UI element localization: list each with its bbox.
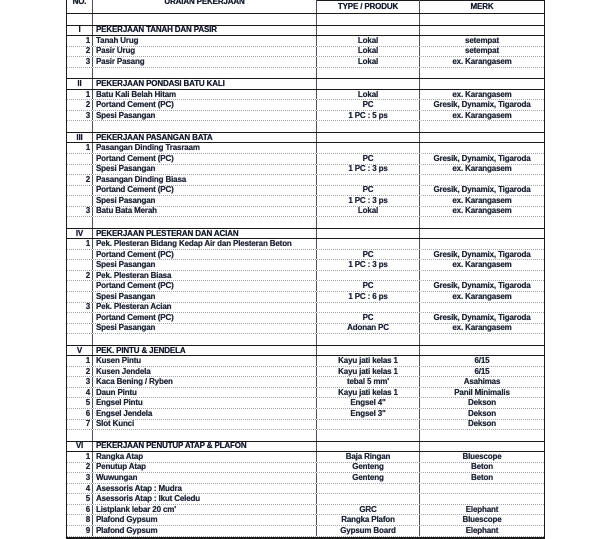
table-row [67, 388, 544, 399]
cell-merk: ex. Karangasem [452, 196, 512, 205]
column-header-type [317, 0, 420, 13]
cell-no: 2 [67, 100, 93, 110]
cell-type [317, 303, 420, 313]
section-title: PEKERJAAN TANAH DAN PASIR [93, 26, 317, 36]
cell-uraian: Rangka Atap [93, 452, 317, 462]
table-row [67, 165, 544, 176]
cell-no: 2 [67, 47, 93, 57]
cell-type: Lokal [317, 47, 420, 57]
cell-merk: ex. Karangasem [452, 292, 512, 301]
spacer-cell-type [317, 68, 420, 79]
section-merk-cell [420, 133, 544, 143]
cell-type: Kayu jati kelas 1 [317, 356, 420, 366]
spacer-cell-merk [420, 217, 544, 228]
table-row [67, 398, 544, 409]
cell-uraian: Pasir Urug [93, 47, 317, 57]
cell-uraian: Batu Kali Belah Hitam [93, 90, 317, 100]
cell-no: 1 [67, 36, 93, 46]
column-header-merk [420, 0, 544, 13]
table-row [67, 324, 544, 335]
cell-type [317, 271, 420, 281]
cell-type: PC [317, 186, 420, 196]
table-row [67, 271, 544, 282]
cell-type: Genteng [317, 473, 420, 483]
cell-uraian: Engsel Jendela [93, 409, 317, 419]
specification-table [66, 0, 545, 539]
cell-no: 4 [67, 388, 93, 398]
cell-uraian: Spesi Pasangan [93, 260, 317, 270]
cell-uraian: Pek. Plesteran Acian [93, 303, 317, 313]
cell-type [317, 484, 420, 494]
spacer-cell-no [67, 121, 93, 132]
cell-merk: Elephant [465, 504, 499, 514]
cell-uraian: Plafond Gypsum [93, 526, 317, 536]
cell-uraian: Spesi Pasangan [93, 292, 317, 302]
cell-merk: Bluescope [462, 452, 502, 461]
cell-uraian: Spesi Pasangan [93, 111, 317, 121]
cell-uraian: Spesi Pasangan [93, 165, 317, 175]
spacer-cell-merk [420, 68, 544, 79]
cell-uraian: Daun Pintu [93, 388, 317, 398]
spacer-row [67, 430, 544, 441]
table-row [67, 452, 544, 463]
cell-merk [420, 484, 544, 494]
cell-merk [420, 143, 544, 153]
cell-no: 3 [67, 377, 93, 387]
spacer-cell-no [67, 68, 93, 79]
cell-type: Engsel 4" [317, 398, 420, 408]
spacer-cell-no [67, 14, 93, 25]
cell-no [67, 281, 93, 291]
cell-no [67, 292, 93, 302]
section-type-cell [317, 133, 420, 143]
cell-type: Genteng [317, 463, 420, 473]
cell-merk: Asahimas [463, 377, 501, 387]
cell-type: 1 PC : 3 ps [317, 260, 420, 270]
cell-type: PC [317, 250, 420, 260]
cell-no: 2 [67, 271, 93, 281]
table-row [67, 292, 544, 303]
cell-merk: Gresik, Dynamix, Tigaroda [433, 281, 531, 291]
cell-type: Rangka Plafon [317, 515, 420, 525]
section-type-cell [317, 442, 420, 452]
cell-uraian: Plafond Gypsum [93, 515, 317, 525]
section-number: IV [67, 229, 93, 239]
spacer-cell-type [317, 334, 420, 345]
section-merk-cell [420, 79, 544, 89]
cell-uraian: Pek. Plesteran Biasa [93, 271, 317, 281]
cell-no: 1 [67, 356, 93, 366]
cell-merk: 6/15 [474, 356, 490, 366]
spacer-row [67, 217, 544, 228]
cell-no [67, 313, 93, 323]
cell-type: 1 PC : 6 ps [317, 292, 420, 302]
cell-no: 3 [67, 207, 93, 217]
cell-merk: Bluescope [462, 515, 502, 525]
cell-merk: setempat [465, 36, 499, 45]
table-row [67, 239, 544, 250]
section-merk-cell [420, 346, 544, 356]
section-number: VI [67, 442, 93, 452]
cell-no: 3 [67, 111, 93, 121]
table-row [67, 505, 544, 516]
cell-no: 5 [67, 494, 93, 504]
cell-no: 3 [67, 57, 93, 67]
cell-type [317, 143, 420, 153]
cell-merk: ex. Karangasem [452, 260, 512, 270]
spacer-cell-no [67, 334, 93, 345]
cell-type [317, 494, 420, 504]
cell-uraian: Pek. Plesteran Bidang Kedap Air dan Plesteran Beton [93, 239, 317, 249]
cell-merk: Beton [471, 473, 493, 482]
cell-type: Baja Ringan [317, 452, 420, 462]
table-row [67, 250, 544, 261]
cell-merk: setempat [465, 46, 499, 56]
table-row [67, 420, 544, 431]
cell-no: 2 [67, 367, 93, 377]
cell-no [67, 165, 93, 175]
cell-uraian: Kaca Bening / Ryben [93, 377, 317, 387]
cell-merk: Elephant [465, 525, 499, 535]
table-row [67, 260, 544, 271]
cell-uraian: Pasangan Dinding Trasraam [93, 143, 317, 153]
spacer-row [67, 68, 544, 79]
cell-uraian: Portand Cement (PC) [93, 281, 317, 291]
table-row [67, 207, 544, 218]
cell-type: PC [317, 313, 420, 323]
table-row [67, 47, 544, 58]
section-merk-cell [420, 229, 544, 239]
cell-type: 1 PC : 3 ps [317, 165, 420, 175]
cell-merk: Panil Minimalis [454, 387, 510, 397]
cell-merk: Gresik, Dynamix, Tigaroda [433, 100, 531, 110]
section-title: PEKERJAAN PENUTUP ATAP & PLAFON [93, 442, 317, 452]
cell-type: PC [317, 100, 420, 110]
cell-type: Lokal [317, 207, 420, 217]
section-number: II [67, 79, 93, 89]
cell-uraian: Wuwungan [93, 473, 317, 483]
table-row [67, 473, 544, 484]
spacer-cell-uraian [93, 334, 317, 345]
cell-merk: Beton [471, 462, 493, 472]
cell-merk: Gresik, Dynamix, Tigaroda [433, 153, 531, 163]
table-row [67, 90, 544, 101]
spacer-cell-type [317, 217, 420, 228]
spacer-cell-no [67, 430, 93, 441]
cell-no [67, 324, 93, 334]
cell-uraian: Pasir Pasang [93, 57, 317, 67]
table-row [67, 494, 544, 505]
cell-type: Lokal [317, 57, 420, 67]
section-header-row [67, 441, 544, 453]
cell-merk: Gresik, Dynamix, Tigaroda [433, 185, 531, 195]
cell-no: 6 [67, 505, 93, 515]
cell-uraian: Portand Cement (PC) [93, 313, 317, 323]
section-title: PEKERJAAN PLESTERAN DAN ACIAN [93, 229, 317, 239]
cell-no: 8 [67, 515, 93, 525]
cell-uraian: Penutup Atap [93, 463, 317, 473]
cell-uraian: Portand Cement (PC) [93, 250, 317, 260]
table-row [67, 356, 544, 367]
cell-merk: 6/15 [474, 366, 490, 376]
cell-no [67, 154, 93, 164]
cell-uraian: Pasangan Dinding Biasa [93, 175, 317, 185]
cell-merk: ex. Karangasem [452, 323, 512, 333]
spacer-row [67, 14, 544, 25]
spacer-cell-merk [420, 121, 544, 132]
cell-type [317, 175, 420, 185]
table [66, 0, 545, 539]
cell-uraian: Asessoris Atap : Ikut Celedu [93, 494, 317, 504]
table-row [67, 36, 544, 47]
section-type-cell [317, 26, 420, 36]
cell-no: 3 [67, 303, 93, 313]
cell-uraian: Kusen Jendela [93, 367, 317, 377]
cell-no: 1 [67, 239, 93, 249]
cell-merk: Gresik, Dynamix, Tigaroda [433, 313, 531, 322]
section-merk-cell [420, 26, 544, 36]
section-number: III [67, 133, 93, 143]
cell-type: Kayu jati kelas 1 [317, 388, 420, 398]
cell-type: tebal 5 mm' [317, 377, 420, 387]
cell-merk [420, 175, 544, 185]
cell-uraian: Portand Cement (PC) [93, 154, 317, 164]
table-row [67, 154, 544, 165]
column-header-uraian: URAIAN PEKERJAAN [93, 0, 317, 13]
column-header-type-label: TYPE / PRODUK [317, 0, 419, 13]
section-title: PEKERJAAN PASANGAN BATA [93, 133, 317, 143]
table-row [67, 143, 544, 154]
spacer-cell-no [67, 217, 93, 228]
cell-uraian: Slot Kunci [93, 420, 317, 430]
cell-no: 1 [67, 90, 93, 100]
table-row [67, 303, 544, 314]
cell-merk: Gresik, Dynamix, Tigaroda [433, 249, 531, 259]
cell-merk [420, 303, 544, 313]
cell-type: Lokal [317, 90, 420, 100]
section-header-row [67, 228, 544, 240]
cell-type: GRC [317, 505, 420, 515]
spacer-cell-uraian [93, 14, 317, 25]
cell-uraian: Engsel Pintu [93, 398, 317, 408]
cell-merk: Dekson [468, 398, 496, 408]
cell-no: 1 [67, 143, 93, 153]
table-row [67, 484, 544, 495]
table-row [67, 313, 544, 324]
table-row [67, 186, 544, 197]
cell-merk: ex. Karangasem [452, 206, 512, 216]
spacer-cell-type [317, 14, 420, 25]
section-header-row [67, 132, 544, 144]
cell-merk: ex. Karangasem [452, 110, 512, 120]
cell-no [67, 196, 93, 206]
cell-no [67, 250, 93, 260]
cell-type: Engsel 3" [317, 409, 420, 419]
section-header-row [67, 78, 544, 90]
table-row [67, 515, 544, 526]
section-number: V [67, 346, 93, 356]
cell-no: 3 [67, 473, 93, 483]
cell-merk [420, 271, 544, 281]
cell-merk: Dekson [468, 419, 496, 429]
table-row [67, 409, 544, 420]
table-header-row [67, 0, 544, 14]
cell-type: Gypsum Board [317, 526, 420, 536]
cell-type: Lokal [317, 36, 420, 46]
table-row [67, 111, 544, 122]
cell-type [317, 420, 420, 430]
cell-no: 9 [67, 526, 93, 536]
table-row [67, 100, 544, 111]
spacer-cell-merk [420, 14, 544, 25]
spacer-cell-uraian [93, 68, 317, 79]
section-header-row [67, 25, 544, 37]
section-merk-cell [420, 442, 544, 452]
cell-uraian: Spesi Pasangan [93, 196, 317, 206]
spacer-cell-merk [420, 334, 544, 345]
cell-no: 1 [67, 452, 93, 462]
cell-type: 1 PC : 3 ps [317, 196, 420, 206]
cell-uraian: Portand Cement (PC) [93, 186, 317, 196]
table-row [67, 196, 544, 207]
spacer-row [67, 334, 544, 345]
cell-no: 4 [67, 484, 93, 494]
table-row [67, 57, 544, 68]
table-row [67, 463, 544, 474]
spacer-cell-type [317, 121, 420, 132]
table-body [67, 14, 544, 537]
table-row [67, 281, 544, 292]
cell-uraian: Portand Cement (PC) [93, 100, 317, 110]
section-title: PEK. PINTU & JENDELA [93, 346, 317, 356]
cell-type: PC [317, 281, 420, 291]
section-title: PEKERJAAN PONDASI BATU KALI [93, 79, 317, 89]
spacer-cell-uraian [93, 217, 317, 228]
spacer-cell-type [317, 430, 420, 441]
cell-uraian: Tanah Urug [93, 36, 317, 46]
cell-no: 5 [67, 398, 93, 408]
cell-merk [420, 494, 544, 504]
spacer-cell-uraian [93, 121, 317, 132]
table-row [67, 367, 544, 378]
table-row [67, 175, 544, 186]
cell-type [317, 239, 420, 249]
cell-uraian: Asessoris Atap : Mudra [93, 484, 317, 494]
cell-type: Adonan PC [317, 324, 420, 334]
cell-type: PC [317, 154, 420, 164]
spacer-row [67, 121, 544, 132]
section-type-cell [317, 229, 420, 239]
column-header-no: NO. [67, 0, 93, 13]
cell-uraian: Listplank lebar 20 cm' [93, 505, 317, 515]
cell-no [67, 260, 93, 270]
cell-no: 6 [67, 409, 93, 419]
table-row [67, 377, 544, 388]
cell-merk: ex. Karangasem [452, 89, 512, 99]
cell-no: 7 [67, 420, 93, 430]
cell-merk: ex. Karangasem [452, 164, 512, 174]
spacer-cell-uraian [93, 430, 317, 441]
cell-no: 2 [67, 175, 93, 185]
cell-merk [420, 239, 544, 249]
section-type-cell [317, 79, 420, 89]
cell-uraian: Batu Bata Merah [93, 207, 317, 217]
cell-uraian: Spesi Pasangan [93, 324, 317, 334]
section-header-row [67, 345, 544, 357]
cell-merk: Dekson [468, 409, 496, 418]
cell-merk: ex. Karangasem [452, 57, 512, 66]
cell-uraian: Kusen Pintu [93, 356, 317, 366]
section-type-cell [317, 346, 420, 356]
cell-no [67, 186, 93, 196]
cell-no: 2 [67, 463, 93, 473]
cell-type: 1 PC : 5 ps [317, 111, 420, 121]
cell-type: Kayu jati kelas 1 [317, 367, 420, 377]
column-header-merk-label: MERK [420, 0, 544, 13]
table-row [67, 526, 544, 537]
section-number: I [67, 26, 93, 36]
spacer-cell-merk [420, 430, 544, 441]
